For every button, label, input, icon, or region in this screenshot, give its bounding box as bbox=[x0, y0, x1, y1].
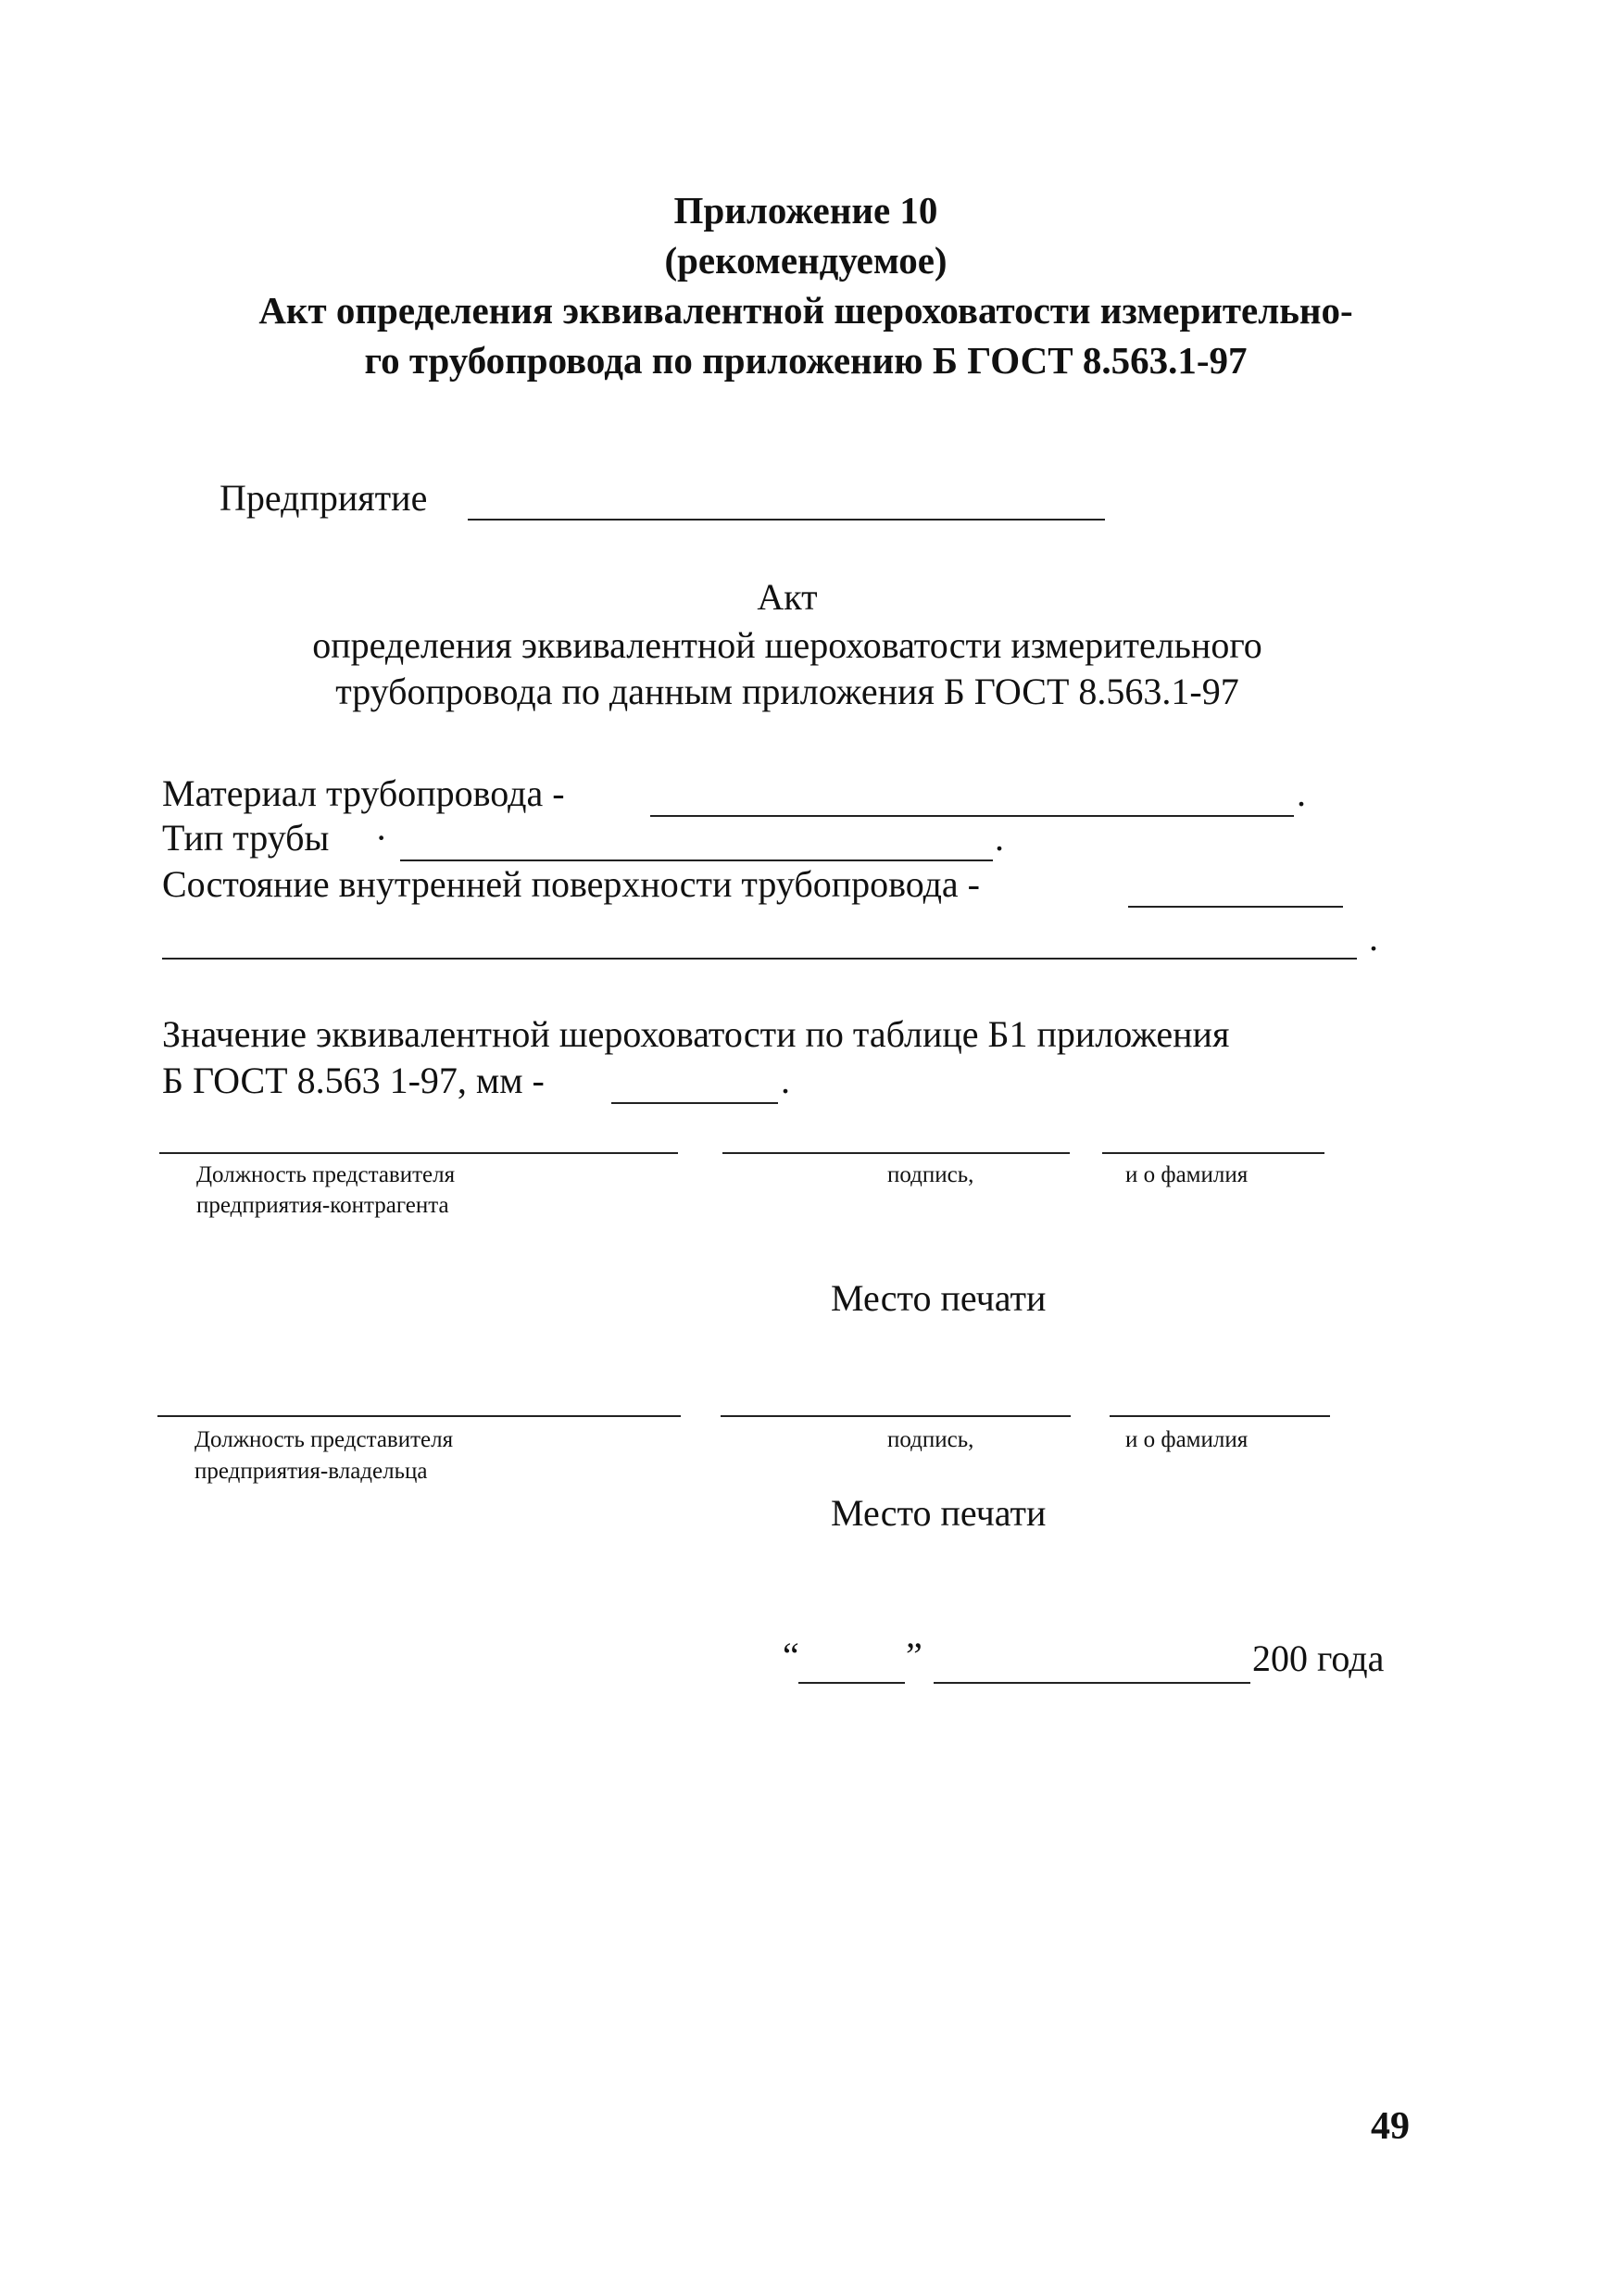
contractor-position-caption-2: предприятия-контрагента bbox=[196, 1193, 449, 1218]
pipe-type-label: Тип трубы bbox=[162, 817, 330, 859]
owner-position-line[interactable] bbox=[157, 1415, 681, 1417]
contractor-name-line[interactable] bbox=[1102, 1152, 1324, 1154]
date-year-text: 200 года bbox=[1252, 1637, 1385, 1679]
page-number: 49 bbox=[1371, 2105, 1410, 2148]
owner-signature-line[interactable] bbox=[721, 1415, 1071, 1417]
contractor-signature-line[interactable] bbox=[722, 1152, 1070, 1154]
appendix-title: Приложение 10 bbox=[673, 189, 938, 232]
roughness-field-line[interactable] bbox=[611, 1102, 778, 1104]
owner-signature-caption: подпись, bbox=[887, 1427, 974, 1452]
contractor-name-caption: и о фамилия bbox=[1125, 1162, 1249, 1187]
appendix-status: (рекомендуемое) bbox=[664, 239, 948, 282]
roughness-period: . bbox=[781, 1060, 790, 1101]
pipe-type-field-line[interactable] bbox=[400, 859, 993, 861]
material-period: . bbox=[1297, 772, 1306, 814]
owner-name-caption: и о фамилия bbox=[1125, 1427, 1249, 1452]
surface-state-period: . bbox=[1369, 917, 1378, 959]
contractor-position-caption-1: Должность представителя bbox=[196, 1162, 456, 1187]
owner-position-caption-2: предприятия-владельца bbox=[195, 1459, 428, 1484]
pipe-type-colon: · bbox=[375, 817, 388, 859]
surface-state-field-line-2[interactable] bbox=[162, 958, 1357, 960]
contractor-stamp-place: Место печати bbox=[831, 1277, 1047, 1319]
owner-name-line[interactable] bbox=[1110, 1415, 1330, 1417]
enterprise-label: Предприятие bbox=[220, 477, 428, 519]
document-title-line-2: го трубопровода по приложению Б ГОСТ 8.563.1-97 bbox=[364, 339, 1248, 382]
act-subtitle-line-2: трубопровода по данным приложения Б ГОСТ 8.563.1-97 bbox=[335, 671, 1239, 712]
roughness-line-1: Значение эквивалентной шероховатости по таблице Б1 приложения bbox=[162, 1013, 1230, 1055]
date-month-line[interactable] bbox=[934, 1682, 1250, 1684]
contractor-position-line[interactable] bbox=[159, 1152, 678, 1154]
pipe-type-period: . bbox=[995, 817, 1004, 859]
owner-position-caption-1: Должность представителя bbox=[195, 1427, 454, 1452]
enterprise-field-line[interactable] bbox=[468, 519, 1105, 521]
date-open-quote: “ bbox=[783, 1635, 799, 1676]
owner-stamp-place: Место печати bbox=[831, 1492, 1047, 1534]
date-close-quote: ” bbox=[906, 1635, 922, 1676]
surface-state-field-line[interactable] bbox=[1128, 906, 1343, 908]
material-label: Материал трубопровода - bbox=[162, 772, 565, 814]
material-field-line[interactable] bbox=[650, 815, 1294, 817]
date-day-line[interactable] bbox=[798, 1682, 905, 1684]
document-title-line-1: Акт определения эквивалентной шероховатости измерительно- bbox=[258, 289, 1353, 332]
surface-state-label: Состояние внутренней поверхности трубопровода - bbox=[162, 863, 980, 905]
act-title: Акт bbox=[757, 576, 818, 618]
roughness-line-2: Б ГОСТ 8.563 1-97, мм - bbox=[162, 1060, 545, 1101]
contractor-signature-caption: подпись, bbox=[887, 1162, 974, 1187]
act-subtitle-line-1: определения эквивалентной шероховатости измерительного bbox=[312, 624, 1262, 666]
